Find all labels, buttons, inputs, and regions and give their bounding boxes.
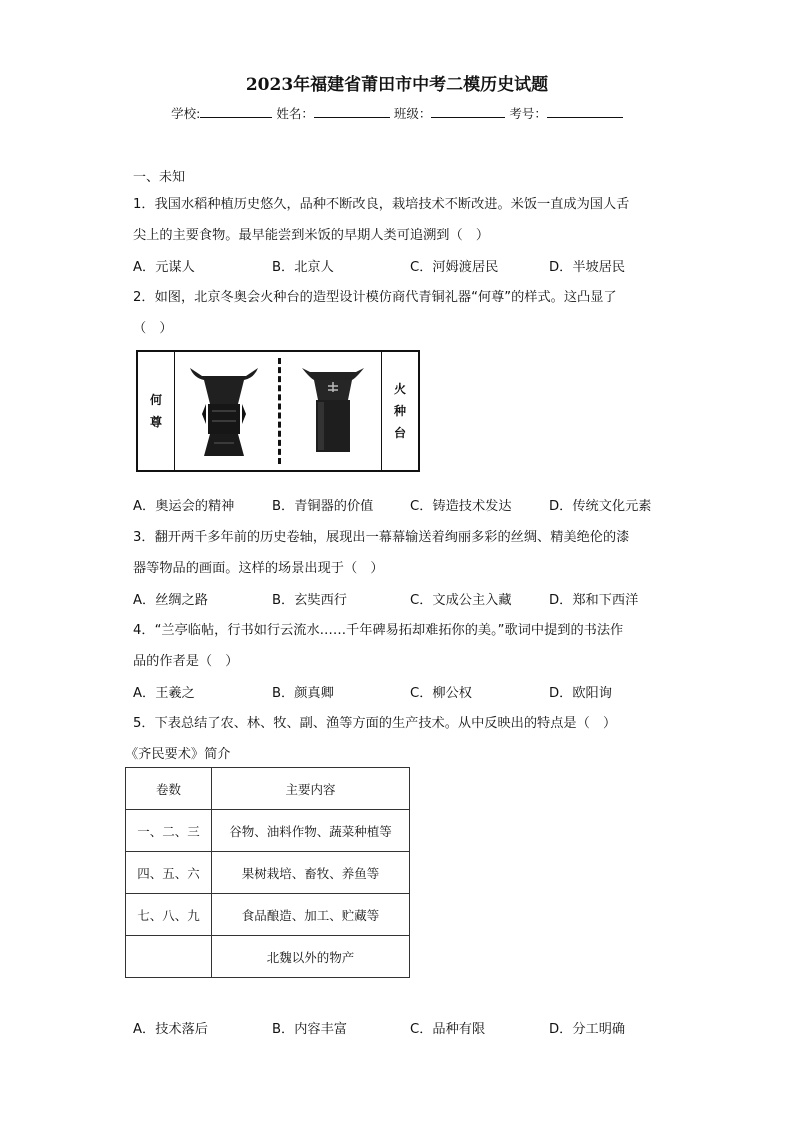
- option-a[interactable]: A．奥运会的精神: [133, 499, 235, 514]
- question-3-line-1: 3．翻开两千多年前的历史卷轴，展现出一幕幕输送着绚丽多彩的丝绸、精美绝伦的漆: [133, 530, 630, 545]
- table-row: [126, 936, 410, 978]
- question-4-line-2: 品的作者是（ ）: [133, 654, 239, 669]
- name-label: 姓名：: [276, 106, 314, 121]
- option-a[interactable]: A．技术落后: [133, 1022, 208, 1037]
- table-row: [126, 852, 410, 894]
- class-label: 班级：: [393, 106, 432, 121]
- option-b[interactable]: B．玄奘西行: [272, 593, 347, 608]
- table-cell: 果树栽培、畜牧、养鱼等: [212, 852, 410, 894]
- option-c[interactable]: C．河姆渡居民: [410, 260, 499, 275]
- option-d[interactable]: D．半坡居民: [549, 260, 626, 275]
- table-header-cell: 主要内容: [212, 768, 410, 810]
- he-zun-bronze-image: [186, 362, 262, 462]
- table-row: [126, 810, 410, 852]
- qimin-yaoshu-table: [125, 767, 410, 978]
- table-cell: [126, 936, 212, 978]
- option-d[interactable]: D．分工明确: [549, 1022, 626, 1037]
- torch-stand-label: 火 种 台: [381, 352, 418, 470]
- option-b[interactable]: B．内容丰富: [272, 1022, 347, 1037]
- option-c[interactable]: C．柳公权: [410, 686, 472, 701]
- table-cell: 食品酿造、加工、贮藏等: [212, 894, 410, 936]
- name-blank[interactable]: [314, 105, 390, 118]
- question-1-line-2: 尖上的主要食物。最早能尝到米饭的早期人类可追溯到（ ）: [133, 228, 490, 243]
- exam-title: 2023年福建省莆田市中考二模历史试题: [245, 75, 549, 95]
- option-c[interactable]: C．品种有限: [410, 1022, 486, 1037]
- option-a[interactable]: A．丝绸之路: [133, 593, 208, 608]
- option-b[interactable]: B．颜真卿: [272, 686, 334, 701]
- he-zun-label: 何 尊: [138, 352, 175, 470]
- option-d[interactable]: D．欧阳询: [549, 686, 612, 701]
- table-row: [126, 894, 410, 936]
- question-5-line-1: 5．下表总结了农、林、牧、副、渔等方面的生产技术。从中反映出的特点是（ ）: [133, 716, 617, 731]
- torch-stand-image: [300, 366, 366, 456]
- option-a[interactable]: A．王羲之: [133, 686, 195, 701]
- table-header-row: [126, 768, 410, 810]
- table-cell: 七、八、九: [126, 894, 212, 936]
- option-b[interactable]: B．北京人: [272, 260, 334, 275]
- option-d[interactable]: D．郑和下西洋: [549, 593, 639, 608]
- figure-divider: [278, 358, 281, 464]
- question-1-line-1: 1．我国水稻种植历史悠久，品种不断改良，栽培技术不断改进。米饭一直成为国人舌: [133, 197, 630, 212]
- question-3-line-2: 器等物品的画面。这样的场景出现于（ ）: [133, 561, 384, 576]
- option-c[interactable]: C．文成公主入藏: [410, 593, 512, 608]
- question-2-line-2: （ ）: [133, 321, 173, 336]
- table-header-cell: 卷数: [126, 768, 212, 810]
- class-blank[interactable]: [431, 105, 505, 118]
- question-2-line-1: 2．如图，北京冬奥会火种台的造型设计模仿商代青铜礼器“何尊”的样式。这凸显了: [133, 290, 617, 305]
- table-cell: 北魏以外的物产: [212, 936, 410, 978]
- table-caption: 《齐民要术》简介: [125, 747, 231, 762]
- question-2-figure: [136, 350, 420, 472]
- exam-number-label: 考号：: [509, 106, 547, 121]
- student-info-line: [0, 104, 794, 122]
- school-blank[interactable]: [200, 105, 272, 118]
- option-b[interactable]: B．青铜器的价值: [272, 499, 374, 514]
- option-c[interactable]: C．铸造技术发达: [410, 499, 512, 514]
- section-heading: 一、未知: [133, 170, 186, 185]
- exam-number-blank[interactable]: [547, 105, 623, 118]
- table-cell: 谷物、油料作物、蔬菜种植等: [212, 810, 410, 852]
- question-4-line-1: 4．“兰亭临帖，行书如行云流水……千年碑易拓却难拓你的美。”歌词中提到的书法作: [133, 623, 624, 638]
- school-label: 学校:: [171, 106, 201, 121]
- table-cell: 四、五、六: [126, 852, 212, 894]
- option-a[interactable]: A．元谋人: [133, 260, 195, 275]
- table-cell: 一、二、三: [126, 810, 212, 852]
- option-d[interactable]: D．传统文化元素: [549, 499, 652, 514]
